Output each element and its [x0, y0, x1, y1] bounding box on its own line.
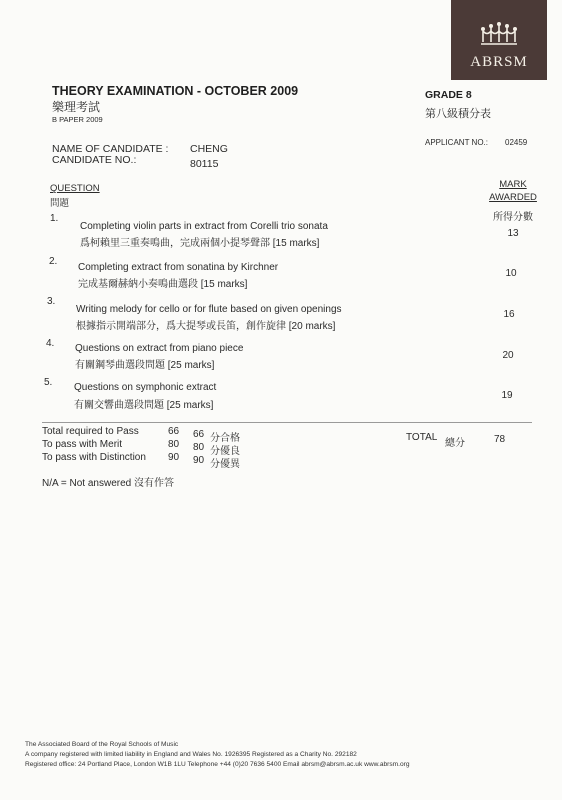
- exam-title: THEORY EXAMINATION - OCTOBER 2009: [52, 84, 299, 98]
- question-text: Completing extract from sonatina by Kirchner: [78, 262, 279, 273]
- grade-zh: 第八級積分表: [425, 108, 491, 120]
- abrsm-logo: [451, 0, 547, 80]
- awarded-column-header-zh: 所得分數: [493, 212, 533, 223]
- candidate-number-label: CANDIDATE NO.:: [52, 154, 137, 166]
- exam-title-zh: 樂理考試: [52, 100, 101, 114]
- mark-column-header: MARK: [499, 179, 527, 190]
- grade-label: GRADE 8: [425, 89, 472, 101]
- candidate-name-label: NAME OF CANDIDATE :: [52, 143, 169, 155]
- applicant-number: 02459: [505, 138, 528, 147]
- question-number: 2.: [49, 256, 58, 267]
- question-mark: 13: [507, 228, 519, 239]
- question-number: 1.: [50, 213, 59, 224]
- awarded-column-header: AWARDED: [489, 192, 537, 203]
- crown-icon: [479, 22, 519, 48]
- question-text: Questions on extract from piano piece: [75, 343, 244, 354]
- question-mark: 20: [502, 350, 514, 361]
- totals-divider: [42, 422, 532, 423]
- pass-score: 66: [168, 426, 180, 437]
- distinction-score-zh-number: 90: [193, 455, 205, 466]
- question-mark: 10: [505, 268, 517, 279]
- distinction-zh: 分優異: [210, 459, 240, 470]
- candidate-number: 80115: [190, 158, 219, 170]
- question-number: 3.: [47, 296, 56, 307]
- footer-contact: Registered office: 24 Portland Place, London W1B 1LU Telephone +44 (0)20 7636 5400 Email abrsm@abrsm.ac.uk www.abrsm.org: [25, 761, 410, 768]
- question-text-zh: 有關交響曲選段問題 [25 marks]: [74, 400, 214, 411]
- total-label-zh: 總分: [445, 438, 465, 449]
- question-mark: 16: [503, 309, 515, 320]
- footer-org-name: The Associated Board of the Royal Schools of Music: [25, 741, 179, 748]
- question-text-zh: 完成基爾赫納小奏鳴曲選段 [15 marks]: [78, 279, 248, 290]
- candidate-name: CHENG: [190, 143, 228, 155]
- distinction-label: To pass with Distinction: [42, 452, 146, 463]
- question-text: Questions on symphonic extract: [74, 382, 217, 393]
- total-score: 78: [494, 434, 506, 445]
- question-column-header-zh: 問題: [50, 198, 70, 209]
- paper-label: B PAPER 2009: [52, 115, 103, 124]
- merit-score-zh-number: 80: [193, 442, 205, 453]
- pass-label: Total required to Pass: [42, 426, 139, 437]
- merit-label: To pass with Merit: [42, 439, 123, 450]
- applicant-label: APPLICANT NO.:: [425, 138, 488, 147]
- pass-zh: 分合格: [210, 433, 240, 444]
- question-text: Completing violin parts in extract from Corelli trio sonata: [80, 221, 328, 232]
- question-number: 5.: [44, 377, 53, 388]
- total-label: TOTAL: [406, 432, 438, 443]
- merit-score: 80: [168, 439, 180, 450]
- logo-text: ABRSM: [470, 54, 528, 70]
- question-text: Writing melody for cello or for flute based on given openings: [76, 304, 342, 315]
- question-text-zh: 根據指示開端部分，爲大提琴或長笛，創作旋律 [20 marks]: [76, 321, 336, 332]
- distinction-score: 90: [168, 452, 180, 463]
- merit-zh: 分優良: [210, 446, 240, 457]
- question-mark: 19: [501, 390, 513, 401]
- question-number: 4.: [46, 338, 55, 349]
- question-text-zh: 爲柯賴里三重奏鳴曲，完成兩個小提琴聲部 [15 marks]: [80, 238, 320, 249]
- footer-registration: A company registered with limited liability in England and Wales No. 1926395 Registered as a Charity No. 292182: [25, 751, 357, 758]
- question-column-header: QUESTION: [50, 183, 100, 194]
- pass-score-zh-number: 66: [193, 429, 205, 440]
- not-answered-note: N/A = Not answered 沒有作答: [42, 478, 174, 489]
- question-text-zh: 有關鋼琴曲選段問題 [25 marks]: [75, 360, 215, 371]
